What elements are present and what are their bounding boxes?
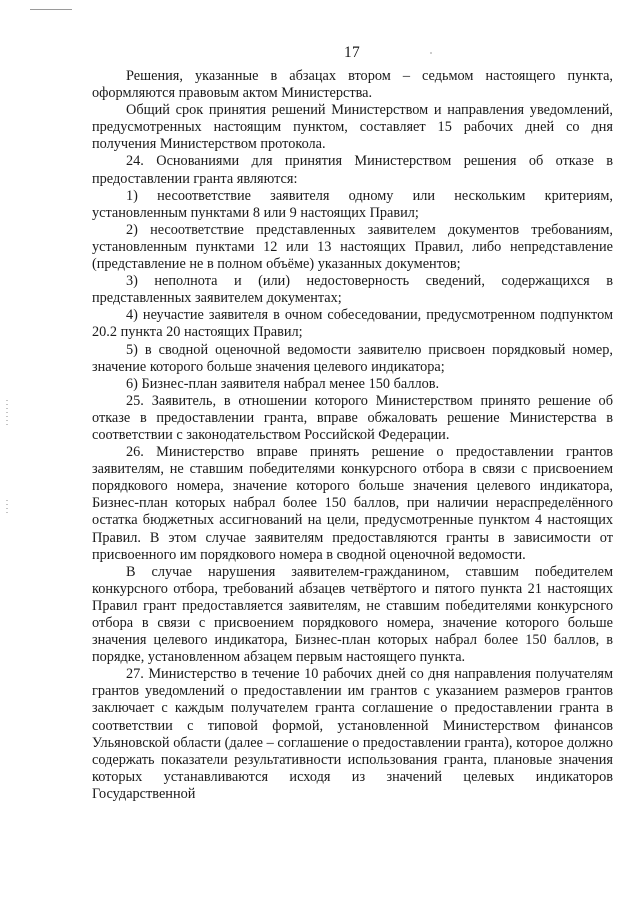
- scan-edge-mark: [6, 500, 8, 514]
- scan-edge-mark: [6, 400, 8, 426]
- list-item: 2) несоответствие представленных заявителем документов требованиям, установленным пунктами 12 или 13 настоящих Правил, либо непредставление (представление не в полном объёме) указанных документов;: [92, 221, 613, 273]
- paragraph: 24. Основаниями для принятия Министерством решения об отказе в предоставлении гранта являются:: [92, 153, 613, 187]
- page-number: [0, 44, 640, 62]
- page-number-text: 17: [343, 44, 361, 61]
- paragraph: 25. Заявитель, в отношении которого Министерством принято решение об отказе в предоставлении гранта, вправе обжаловать решение Министерства в соответствии с законодательством Российской Федерации.: [92, 392, 613, 443]
- list-item: 4) неучастие заявителя в очном собеседовании, предусмотренном подпунктом 20.2 пункта 20 настоящих Правил;: [92, 307, 613, 341]
- paragraph: Решения, указанные в абзацах втором – седьмом настоящего пункта, оформляются правовым актом Министерства.: [92, 68, 613, 102]
- list-item: 1) несоответствие заявителя одному или нескольким критериям, установленным пунктами 8 или 9 настоящих Правил;: [92, 187, 613, 221]
- paragraph: 27. Министерство в течение 10 рабочих дней со дня направления получателям грантов уведомлений о предоставлении им грантов с указанием размеров грантов заключает с каждым получателем гранта соглашение о предоставлении гранта в соответствии с типовой формой, установленной Министерством финансов Ульяновской области (далее – соглашение о предоставлении гранта), которое должно содержать показатели результативности использования гранта, плановые значения которых устанавливаются исходя из значений целевых индикаторов Государственной: [92, 666, 613, 802]
- header-rule: [30, 9, 72, 10]
- list-item: 6) Бизнес-план заявителя набрал менее 150 баллов.: [126, 375, 440, 392]
- paragraph: В случае нарушения заявителем-гражданином, ставшим победителем конкурсного отбора, требований абзацев четвёртого и пятого пункта 21 настоящих Правил грант предоставляется заявителям, не ставшим победителями конкурсного отбора в связи с присвоением порядкового номера, значение которого больше значения целевого индикатора, Бизнес-план которых набрал более 150 баллов, в порядке, установленном абзацем первым настоящего пункта.: [92, 563, 613, 666]
- paragraph: Общий срок принятия решений Министерством и направления уведомлений, предусмотренных настоящим пунктом, составляет 15 рабочих дней со дня получения Министерством протокола.: [92, 102, 613, 153]
- list-item: 5) в сводной оценочной ведомости заявителю присвоен порядковый номер, значение которого больше значения целевого индикатора;: [92, 341, 613, 375]
- document-body: [92, 68, 613, 803]
- paragraph: 26. Министерство вправе принять решение о предоставлении грантов заявителям, не ставшим победителями конкурсного отбора в связи с присвоением порядкового номера, значение которого больше значения целевого индикатора, Бизнес-план которых набрал более 150 баллов, при наличии нераспределённого остатка бюджетных ассигнований на цели, предусмотренные пунктом 4 настоящих Правил. В этом случае заявителям предоставляются гранты в зависимости от присвоенного им порядкового номера в сводной оценочной ведомости.: [92, 444, 613, 563]
- list-item: 3) неполнота и (или) недостоверность сведений, содержащихся в представленных заявителем документах;: [92, 273, 613, 307]
